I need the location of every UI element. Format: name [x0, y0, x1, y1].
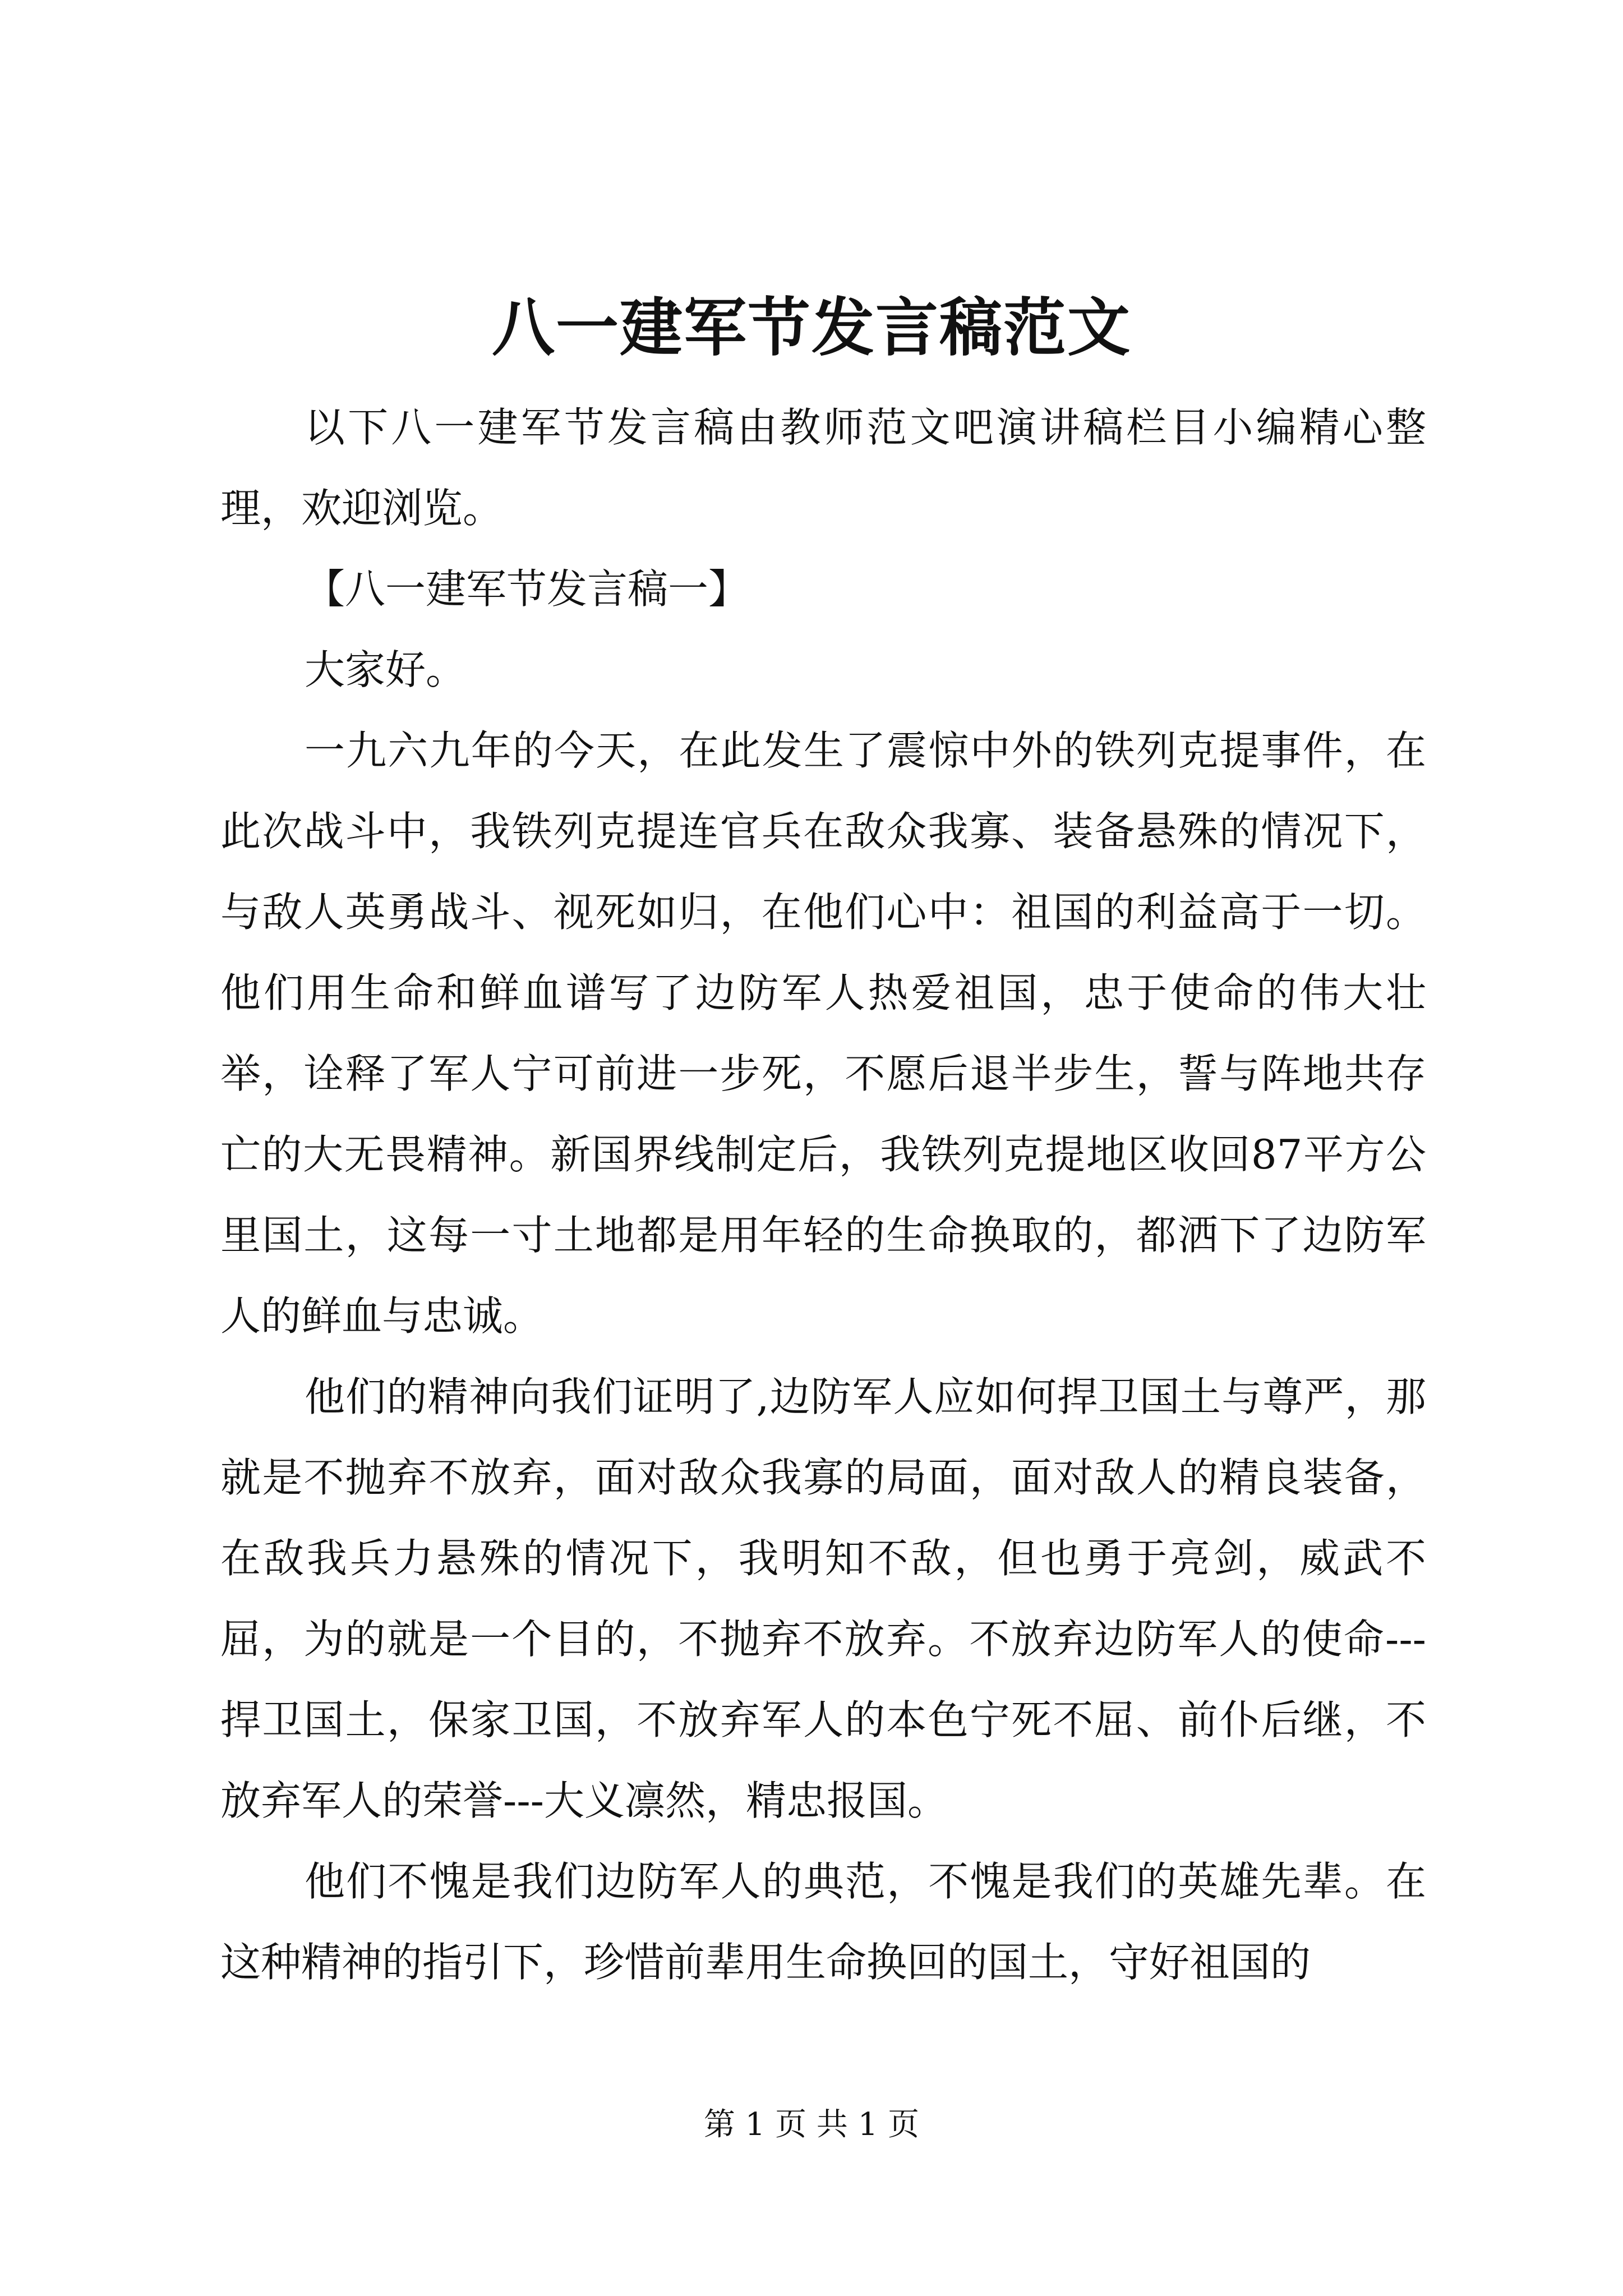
paragraph-section-heading: 【八一建军节发言稿一】 — [305, 565, 749, 613]
paragraph-role-models: 他们不愧是我们边防军人的典范，不愧是我们的英雄先辈。在这种精神的指引下，珍惜前辈用生命换回的国土，守好祖国的 — [220, 1858, 1426, 1986]
page-footer: 第 1 页 共 1 页 — [703, 2106, 920, 2143]
paragraph-history: 一九六九年的今天，在此发生了震惊中外的铁列克提事件，在此次战斗中，我铁列克提连官兵在敌众我寡、装备悬殊的情况下，与敌人英勇战斗、视死如归，在他们心中：祖国的利益高于一切。他们用生命和鲜血谱写了边防军人热爱祖国，忠于使命的伟大壮举，诠释了军人宁可前进一步死，不愿后退半步生，誓与阵地共存亡的大无畏精神。新国界线制定后，我铁列克提地区收回87平方公里国土，这每一寸土地都是用年轻的生命换取的，都洒下了边防军人的鲜血与忠诚。 — [220, 727, 1426, 1340]
paragraph-greeting: 大家好。 — [305, 646, 467, 693]
paragraph-spirit: 他们的精神向我们证明了,边防军人应如何捍卫国土与尊严，那就是不抛弃不放弃，面对敌众我寡的局面，面对敌人的精良装备，在敌我兵力悬殊的情况下，我明知不敌，但也勇于亮剑，威武不屈，为的就是一个目的，不抛弃不放弃。不放弃边防军人的使命---捍卫国土，保家卫国，不放弃军人的本色宁死不屈、前仆后继，不放弃军人的荣誉---大义凛然，精忠报国。 — [220, 1373, 1426, 1824]
document-title: 八一建军节发言稿范文 — [492, 291, 1131, 365]
document-body — [220, 387, 1426, 2003]
paragraph-intro: 以下八一建军节发言稿由教师范文吧演讲稿栏目小编精心整理，欢迎浏览。 — [220, 404, 1426, 532]
